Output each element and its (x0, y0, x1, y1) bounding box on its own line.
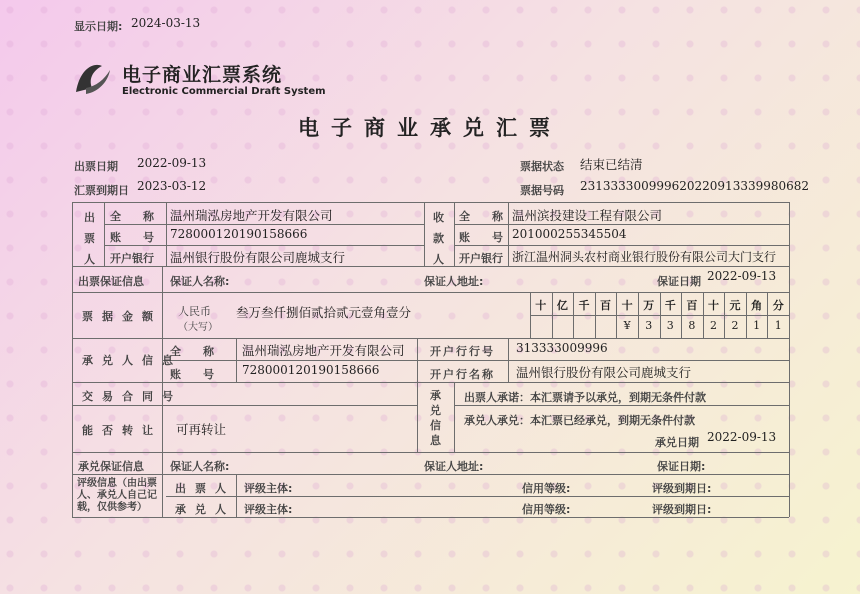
payee-account-label: 账 号 (459, 231, 503, 244)
acceptor-name: 温州瑞泓房地产开发有限公司 (242, 343, 405, 358)
acceptor-bank-name: 温州银行股份有限公司鹿城支行 (516, 365, 692, 380)
amount-currency: 人民币 (178, 305, 211, 318)
amount-unit-cell: 万 (643, 299, 655, 312)
rating-drawer-grade-label: 信用等级: (522, 482, 571, 495)
bill-no-label: 票据号码 (520, 184, 564, 197)
payee-name-label: 全 称 (459, 210, 503, 223)
acceptor-bank-no: 313333009996 (516, 341, 608, 355)
amount-unit-cell: 十 (535, 299, 547, 312)
guarantee2-guarantor-label: 保证人名称: (170, 460, 230, 473)
ecds-logo-icon (72, 58, 114, 100)
rating-acceptor-grade-label: 信用等级: (522, 503, 571, 516)
bill-no-value: 231333300999620220913339980682 (580, 179, 810, 193)
payee-bank: 浙江温州洞头农村商业银行股份有限公司大门支行 (512, 250, 777, 264)
drawer-name-label: 全 称 (110, 210, 154, 223)
guarantee2-label: 承兑保证信息 (78, 460, 144, 473)
amount-capital-note: （大写） (178, 322, 218, 333)
transfer-value: 可再转让 (176, 422, 227, 437)
transfer-label: 能否转让 (82, 424, 162, 437)
acceptor-label: 承兑人信息 (82, 354, 182, 367)
display-date-value: 2024-03-13 (131, 16, 201, 30)
amount-words: 叁万叁仟捌佰贰拾贰元壹角壹分 (236, 305, 412, 320)
amount-unit-cell: 十 (707, 299, 719, 312)
accept-date: 2022-09-13 (707, 430, 777, 444)
guarantee2-date-label: 保证日期: (657, 460, 706, 473)
payee-name: 温州滨投建设工程有限公司 (512, 208, 663, 223)
drawer-group-label: 出 票 人 (84, 211, 95, 266)
amount-digit-cell: 8 (688, 319, 696, 332)
amount-digit-cell: 3 (666, 319, 674, 332)
amount-unit-cell: 百 (686, 299, 698, 312)
acceptor-account: 728000120190158666 (242, 363, 380, 377)
display-date-label: 显示日期: (74, 20, 123, 33)
amount-unit-cell: 百 (600, 299, 612, 312)
rating-drawer-role: 出票人 (175, 482, 235, 495)
amount-digit-cell: 2 (709, 319, 717, 332)
status-label: 票据状态 (520, 160, 564, 173)
rating-label: 评级信息（由出票人、承兑人自己记载，仅供参考） (77, 478, 157, 513)
guarantee1-address-label: 保证人地址: (424, 275, 484, 288)
rating-acceptor-due-label: 评级到期日: (652, 503, 712, 516)
payee-bank-label: 开户银行 (459, 252, 503, 265)
amount-label: 票据金额 (82, 310, 162, 323)
drawer-account-label: 账 号 (110, 231, 154, 244)
accept-info-label: 承 兑 信 息 (430, 389, 441, 447)
amount-digit-cell: 2 (731, 319, 739, 332)
logo-title-en: Electronic Commercial Draft System (122, 86, 326, 97)
amount-unit-cell: 千 (664, 299, 676, 312)
payee-account: 201000255345504 (512, 227, 627, 241)
rating-acceptor-role: 承兑人 (175, 503, 235, 516)
guarantee1-date: 2022-09-13 (707, 269, 777, 283)
issue-date-label: 出票日期 (74, 160, 118, 173)
guarantee1-guarantor-label: 保证人名称: (170, 275, 230, 288)
drawer-bank: 温州银行股份有限公司鹿城支行 (170, 250, 346, 265)
amount-unit-cell: 元 (729, 299, 741, 312)
due-date-value: 2023-03-12 (137, 179, 207, 193)
acceptor-bank-no-label: 开户行行号 (430, 345, 495, 358)
acceptor-bank-name-label: 开户行名称 (430, 368, 495, 381)
rating-acceptor-subject-label: 评级主体: (244, 503, 293, 516)
amount-digit-cell: ¥ (623, 319, 631, 332)
due-date-label: 汇票到期日 (74, 184, 129, 197)
guarantee1-date-label: 保证日期 (657, 275, 701, 288)
acceptor-name-label: 全 称 (170, 345, 214, 358)
drawer-name: 温州瑞泓房地产开发有限公司 (170, 208, 333, 223)
amount-unit-cell: 分 (772, 299, 784, 312)
acceptor-promise: 承兑人承兑：本汇票已经承兑，到期无条件付款 (464, 414, 695, 427)
guarantee2-address-label: 保证人地址: (424, 460, 484, 473)
logo-title-cn: 电子商业汇票系统 (122, 64, 283, 86)
issue-date-value: 2022-09-13 (137, 156, 207, 170)
guarantee1-label: 出票保证信息 (78, 275, 144, 288)
rating-drawer-due-label: 评级到期日: (652, 482, 712, 495)
contract-label: 交易合同号 (82, 390, 182, 403)
amount-unit-cell: 千 (578, 299, 590, 312)
payee-group-label: 收 款 人 (433, 211, 444, 266)
status-value: 结束已结清 (580, 157, 643, 172)
rating-drawer-subject-label: 评级主体: (244, 482, 293, 495)
accept-date-label: 承兑日期 (655, 436, 699, 449)
amount-digit-cell: 3 (645, 319, 653, 332)
drawer-promise: 出票人承诺：本汇票请予以承兑，到期无条件付款 (464, 391, 706, 404)
amount-unit-cell: 十 (621, 299, 633, 312)
drawer-bank-label: 开户银行 (110, 252, 154, 265)
amount-unit-cell: 角 (751, 299, 763, 312)
amount-digit-cell: 1 (774, 319, 782, 332)
acceptor-account-label: 账 号 (170, 368, 214, 381)
amount-unit-cell: 亿 (556, 299, 568, 312)
drawer-account: 728000120190158666 (170, 227, 308, 241)
amount-digit-cell: 1 (753, 319, 761, 332)
page-title: 电子商业承兑汇票 (298, 115, 562, 140)
